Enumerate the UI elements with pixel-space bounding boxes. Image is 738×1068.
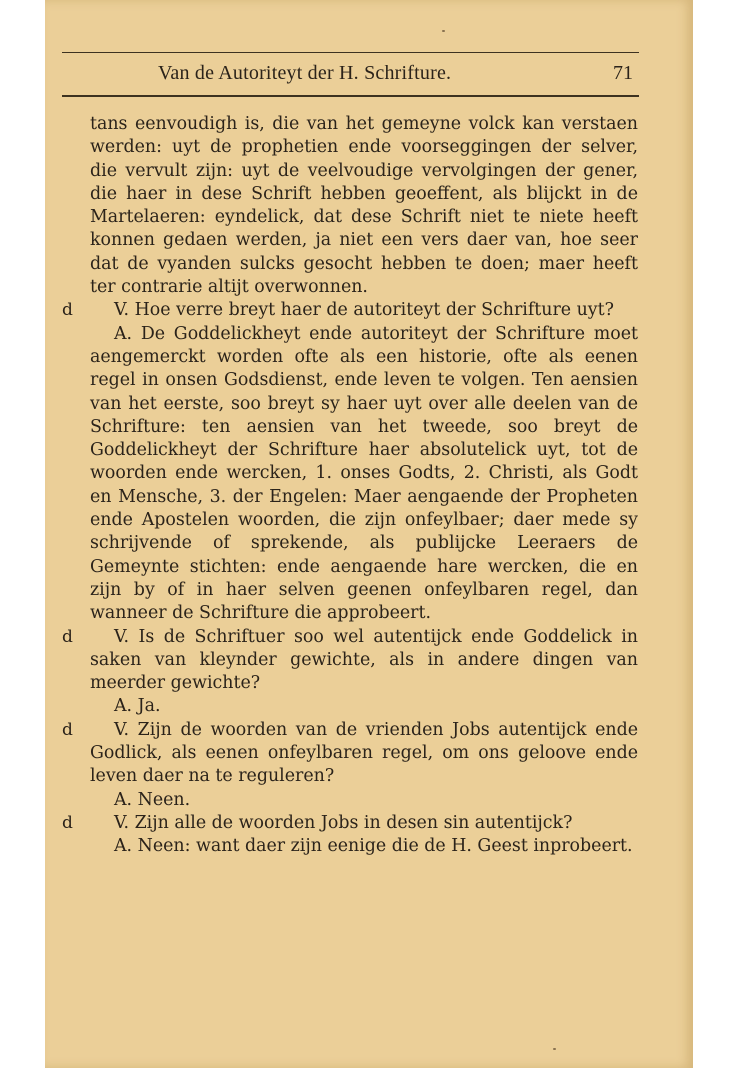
answer-paragraph	[90, 323, 638, 626]
answer-text: A. De Goddelickheyt ende autoriteyt der Schrifture moet aengemerckt worden ofte als een historie, ofte als eenen regel in onsen Godsdienst, ende leven te volgen. Ten aensien van het eerste, soo breyt sy haer uyt over alle deelen van de Schrifture: ten aensien van het tweede, soo breyt de Goddelickheyt der Schrifture haer absolutelick uyt, tot de woorden ende wercken, 1. onses Godts, 2. Christi, als Godt en Mensche, 3. der Engelen: Maer aengaende der Propheten ende Apostelen woorden, die zijn onfeylbaer; daer mede sy schrijvende of sprekende, als publijcke Leeraers de Gemeynte stichten: ende aengaende hare wercken, die en zijn by of in haer selven geenen onfeylbaren regel, dan wanneer de Schrifture die approbeert.	[90, 323, 638, 624]
paper-speck	[442, 30, 445, 32]
question-paragraph	[62, 719, 638, 789]
answer-text: A. Neen.	[114, 789, 191, 810]
paragraph-text: tans eenvoudigh is, die van het gemeyne volck kan verstaen werden: uyt de prophetien ende voorseggingen der selver, die vervult zijn: uyt de veelvoudige vervolgingen der gener, die haer in dese Schrift hebben geoeffent, als blijckt in de Martelaeren: eyndelick, dat dese Schrift niet te niete heeft konnen gedaen werden, ja niet een vers daer van, hoe seer dat de vyanden sulcks gesocht hebben te doen; maer heeft ter contrarie altijt overwonnen.	[90, 114, 638, 298]
margin-marker: d	[62, 719, 73, 740]
margin-marker: d	[62, 812, 73, 833]
body-text	[62, 113, 638, 859]
question-text: V. Is de Schriftuer soo wel autentijck ende Goddelick in saken van kleynder gewichte, als in andere dingen van meerder gewichte?	[90, 626, 638, 694]
margin-marker: d	[62, 626, 73, 647]
answer-paragraph	[90, 789, 638, 812]
page-number: 71	[613, 62, 633, 84]
question-text: V. Zijn de woorden van de vrienden Jobs autentijck ende Godlick, als eenen onfeylbaren regel, om ons geloove ende leven daer na te reguleren?	[90, 719, 638, 787]
answer-paragraph	[90, 695, 638, 718]
answer-text: A. Ja.	[114, 696, 161, 717]
answer-text: A. Neen: want daer zijn eenige die de H. Geest inprobeert.	[114, 836, 633, 857]
header-rule-top	[62, 52, 639, 53]
paper-speck	[553, 1048, 556, 1050]
paragraph-continuation	[90, 113, 638, 299]
question-paragraph	[62, 299, 638, 322]
running-header	[62, 60, 639, 90]
question-paragraph	[62, 626, 638, 696]
answer-paragraph	[90, 835, 638, 858]
margin-marker: d	[62, 300, 73, 321]
question-text: V. Hoe verre breyt haer de autoriteyt der Schrifture uyt?	[114, 300, 614, 321]
question-paragraph	[62, 812, 638, 835]
header-rule-bottom	[62, 95, 639, 97]
running-title: Van de Autoriteyt der H. Schrifture.	[158, 62, 452, 84]
question-text: V. Zijn alle de woorden Jobs in desen sin autentijck?	[114, 812, 573, 833]
